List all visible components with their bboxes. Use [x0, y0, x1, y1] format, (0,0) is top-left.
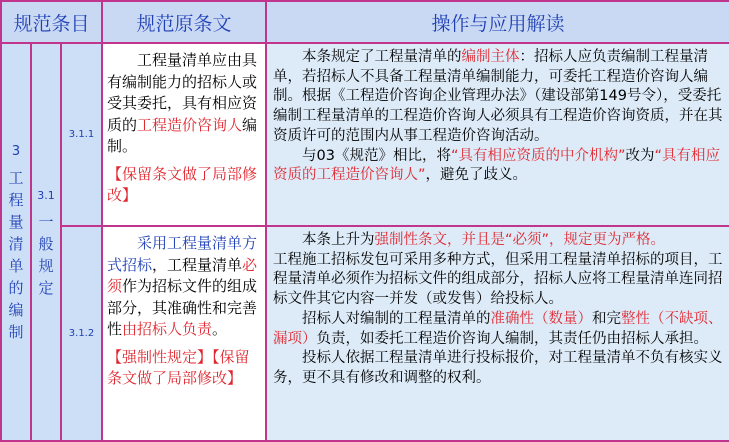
interpretation-paragraph: 本条上升为强制性条文，并且是“必须”，规定更为严格。 [302, 232, 666, 248]
interpretation-cell [266, 226, 729, 441]
original-text-cell [102, 43, 266, 226]
original-text: 采用工程量清单方式招标，工程量清单必须作为招标文件的组成部分，其准确性和完善性由招标人负责。 [107, 234, 258, 338]
header-original-text: 规范原条文 [102, 1, 266, 43]
chapter-number: 3 [11, 144, 21, 159]
header-interpretation: 操作与应用解读 [266, 1, 729, 43]
section-number: 3.1 [37, 189, 55, 202]
original-text-cell [102, 226, 266, 441]
clause-number: 3.1.2 [61, 226, 102, 441]
interpretation-paragraph: 投标人依据工程量清单进行投标报价，对工程量清单不负有核实义务，更不具有修改和调整的权利。 [273, 350, 723, 386]
interpretation-paragraph: 本条规定了工程量清单的编制主体：招标人应负责编制工程量清单，若招标人不具备工程量清单编制能力，可委托工程造价咨询人编制。根据《工程造价咨询企业管理办法》（建设部第149号令），受委托编制工程量清单的工程造价咨询人必须具有工程造价咨询资质，并在其资质许可的范围内从事工程造价咨询活动。 [273, 49, 723, 144]
revision-tag: 【保留条文做了局部修改】 [107, 164, 258, 204]
section-title: 一 般 规 定 [38, 213, 54, 297]
interpretation-paragraph: 与03《规范》相比，将“具有相应资质的中介机构”改为“具有相应资质的工程造价咨询人”，避免了歧义。 [273, 147, 721, 184]
clause-number: 3.1.1 [61, 43, 102, 226]
chapter-cell [1, 43, 31, 441]
table-row [1, 226, 729, 441]
section-cell [31, 43, 61, 441]
table-row [1, 43, 729, 226]
interpretation-cell [266, 43, 729, 226]
interpretation-paragraph: 招标人对编制的工程量清单的准确性（数量）和完整性（不缺项、漏项）负责，如委托工程造价咨询人编制，其责任仍由招标人承担。 [273, 310, 723, 347]
revision-tag: 【强制性规定】【保留条文做了局部修改】 [107, 347, 250, 387]
original-text: 工程量清单应由具有编制能力的招标人或受其委托，具有相应资质的工程造价咨询人编制。 [107, 51, 258, 155]
header-row [1, 1, 729, 43]
interpretation-paragraph: 工程施工招标发包可采用多种方式，但采用工程量清单招标的项目，工程量清单必须作为招标文件的组成部分，招标人应将工程量清单连同招标文件其它内容一并发（或发售）给投标人。 [273, 251, 723, 308]
chapter-title: 工 程 量 清 单 的 编 制 [8, 169, 24, 341]
header-spec-item: 规范条目 [1, 1, 102, 43]
